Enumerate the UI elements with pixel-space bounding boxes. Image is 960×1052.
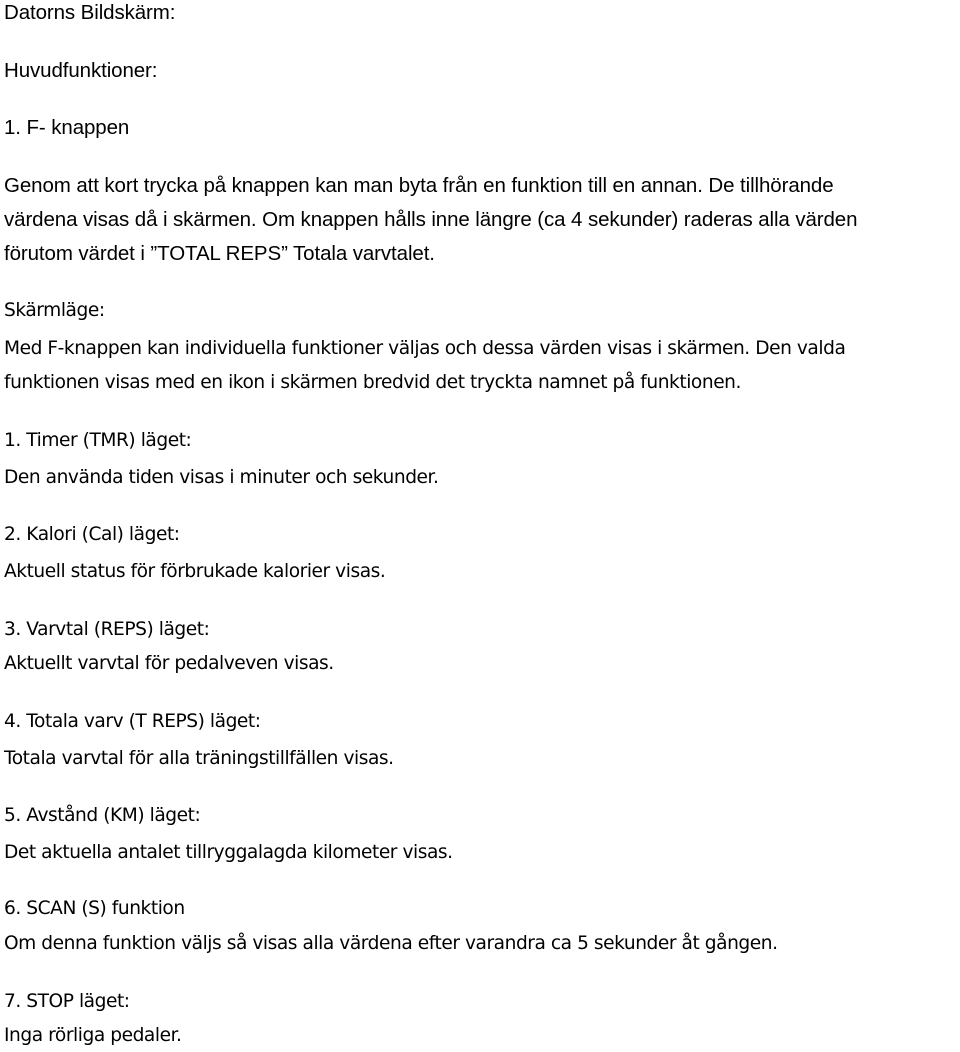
mode-heading-reps: 3. Varvtal (REPS) läget:: [4, 619, 210, 640]
mode-text-calories: Aktuell status för förbrukade kalorier visas.: [4, 561, 386, 582]
mode-text-total-reps: Totala varvtal för alla träningstillfällen visas.: [4, 748, 394, 769]
mode-heading-stop: 7. STOP läget:: [4, 991, 130, 1012]
mode-text-stop: Inga rörliga pedaler.: [4, 1025, 182, 1046]
screen-mode-heading: Skärmläge:: [4, 300, 105, 321]
mode-heading-timer: 1. Timer (TMR) läget:: [4, 430, 192, 451]
main-functions-heading: Huvudfunktioner:: [4, 59, 158, 82]
mode-heading-total-reps: 4. Totala varv (T REPS) läget:: [4, 711, 261, 732]
mode-text-distance: Det aktuella antalet tillryggalagda kilometer visas.: [4, 842, 453, 863]
mode-text-scan: Om denna funktion väljs så visas alla värdena efter varandra ca 5 sekunder åt gången.: [4, 933, 778, 954]
f-button-text-line: värdena visas då i skärmen. Om knappen hålls inne längre (ca 4 sekunder) raderas alla värden: [4, 208, 858, 231]
f-button-text-line: förutom värdet i ”TOTAL REPS” Totala varvtalet.: [4, 242, 435, 265]
f-button-heading: 1. F- knappen: [4, 116, 130, 139]
mode-heading-distance: 5. Avstånd (KM) läget:: [4, 805, 201, 826]
mode-text-timer: Den använda tiden visas i minuter och sekunder.: [4, 467, 439, 488]
screen-mode-text-line: funktionen visas med en ikon i skärmen bredvid det tryckta namnet på funktionen.: [4, 372, 741, 393]
f-button-text-line: Genom att kort trycka på knappen kan man byta från en funktion till en annan. De tillhörande: [4, 174, 834, 197]
mode-heading-calories: 2. Kalori (Cal) läget:: [4, 524, 180, 545]
mode-text-reps: Aktuellt varvtal för pedalveven visas.: [4, 653, 334, 674]
screen-mode-text-line: Med F-knappen kan individuella funktioner väljas och dessa värden visas i skärmen. Den valda: [4, 338, 846, 359]
page-title: Datorns Bildskärm:: [4, 1, 176, 24]
mode-heading-scan: 6. SCAN (S) funktion: [4, 898, 185, 919]
